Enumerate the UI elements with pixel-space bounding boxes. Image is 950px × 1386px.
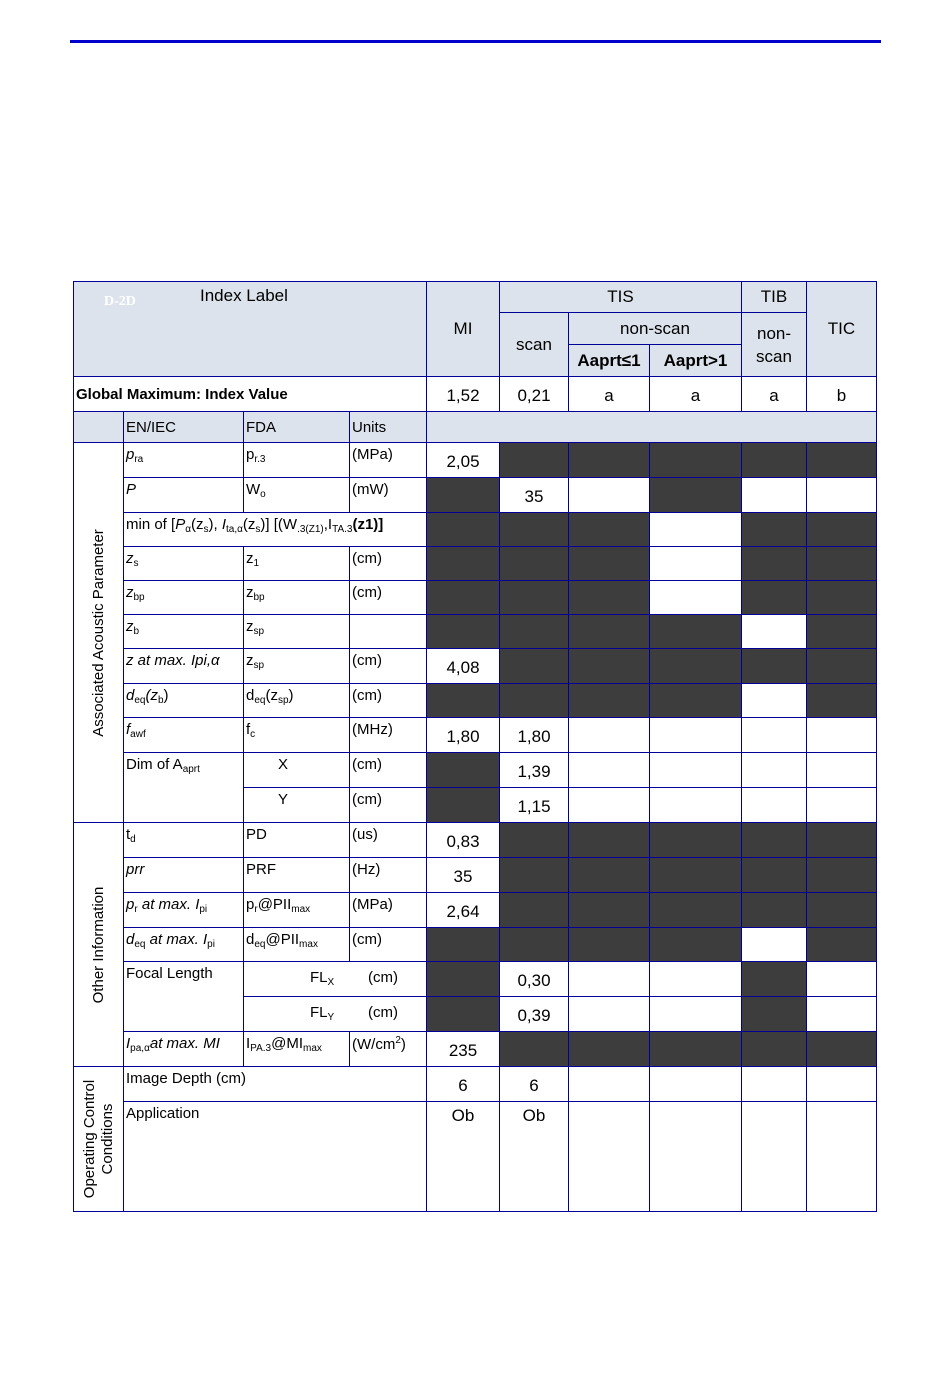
shaded-cell [742,443,807,478]
empty-cell [742,1102,807,1212]
empty-cell [742,615,807,649]
row-fawf-units: (MHz) [350,718,427,753]
shaded-cell [569,513,650,547]
row-fawf-fda: $f_c$ [244,718,350,753]
row-dim-y-tis-scan: 1,15 [500,788,569,823]
shaded-cell [807,893,877,928]
row-zbp-units: (cm) [350,581,427,615]
empty-cell [807,718,877,753]
acoustic-output-table [73,281,877,1212]
empty-cell [569,1102,650,1212]
row-pra-units: (MPa) [350,443,427,478]
shaded-cell [427,928,500,962]
en-iec-heading: EN/IEC [124,412,244,443]
shaded-cell [500,581,569,615]
column-head-blank [427,412,877,443]
empty-cell [807,997,877,1032]
group-operating-label: Operating Control Conditions [80,1079,116,1199]
row-focal-flx-scan: 0,30 [500,962,569,997]
row-zbp-fda: $z_{bp}$ [244,581,350,615]
empty-cell [569,718,650,753]
shaded-cell [500,893,569,928]
empty-cell [569,753,650,788]
empty-cell [742,928,807,962]
shaded-cell [807,928,877,962]
shaded-cell [807,513,877,547]
shaded-cell [427,547,500,581]
shaded-cell [569,858,650,893]
shaded-cell [500,615,569,649]
empty-cell [650,581,742,615]
row-dim-x-units: (cm) [350,753,427,788]
empty-cell [569,1067,650,1102]
empty-cell [569,788,650,823]
shaded-cell [807,649,877,684]
row-deq-units: (cm) [350,684,427,718]
group-head-blank [74,412,124,443]
empty-cell [742,718,807,753]
shaded-cell [742,858,807,893]
row-td-units: (us) [350,823,427,858]
row-dim-x-tis-scan: 1,39 [500,753,569,788]
row-dim-iec: Dim of $A_{aprt}$ [124,753,244,823]
row-focal-label: Focal Length [124,962,244,1032]
empty-cell [650,1102,742,1212]
global-max-tis-scan: 0,21 [500,377,569,412]
shaded-cell [427,615,500,649]
shaded-cell [427,788,500,823]
shaded-cell [650,893,742,928]
row-pr-max-units: (MPa) [350,893,427,928]
shaded-cell [650,684,742,718]
index-label-heading: Index Label [200,286,288,305]
empty-cell [742,753,807,788]
row-prr-fda: PRF [244,858,350,893]
tic-heading: TIC [807,282,877,377]
row-focal-fly-scan: 0,39 [500,997,569,1032]
shaded-cell [650,823,742,858]
group-associated [74,443,124,823]
shaded-cell [500,928,569,962]
empty-cell [650,547,742,581]
shaded-cell [500,858,569,893]
row-focal-flx: $FL_X$ (cm) [244,962,427,997]
shaded-cell [650,478,742,513]
row-deq-max-units: (cm) [350,928,427,962]
shaded-cell [807,1032,877,1067]
empty-cell [650,1067,742,1102]
shaded-cell [650,649,742,684]
shaded-cell [500,443,569,478]
tis-heading: TIS [500,282,742,313]
shaded-cell [427,684,500,718]
row-dim-y-axis: Y [244,788,350,823]
empty-cell [742,684,807,718]
index-label-cell [74,282,427,377]
row-fawf-mi: 1,80 [427,718,500,753]
row-zb-fda: $z_{sp}$ [244,615,350,649]
empty-cell [569,478,650,513]
row-deq-max-iec: $d_{eq}$ at max. $I_{pi}$ [124,928,244,962]
row-application-mi: Ob [427,1102,500,1212]
row-ipa-iec: $I_{pa,\alpha}at$ max. MI [124,1032,244,1067]
aaprt-gt1-heading: Aaprt>1 [650,345,742,377]
row-application-label: Application [124,1102,427,1212]
row-p-tis-scan: 35 [500,478,569,513]
row-fawf-tis-scan: 1,80 [500,718,569,753]
shaded-cell [742,649,807,684]
shaded-cell [427,581,500,615]
row-zs-units: (cm) [350,547,427,581]
shaded-cell [569,615,650,649]
shaded-cell [569,893,650,928]
shaded-cell [500,823,569,858]
shaded-cell [742,823,807,858]
row-zs-fda: $z_1$ [244,547,350,581]
global-max-tib: a [742,377,807,412]
row-pr-max-fda: $p_r@PII_{max}$ [244,893,350,928]
empty-cell [650,718,742,753]
header-rule [70,40,881,43]
shaded-cell [500,1032,569,1067]
row-depth-mi: 6 [427,1067,500,1102]
row-zb-iec: $z_b$ [124,615,244,649]
tis-non-scan-heading: non-scan [569,313,742,345]
empty-cell [807,478,877,513]
row-ipa-units: $(W/cm^2)$ [350,1032,427,1067]
row-zs-iec: $z_s$ [124,547,244,581]
empty-cell [742,1067,807,1102]
aaprt-le1-heading: Aaprt≤1 [569,345,650,377]
shaded-cell [500,684,569,718]
row-pra-mi: 2,05 [427,443,500,478]
row-pra-fda: $p_{r.3}$ [244,443,350,478]
global-max-tis-le1: a [569,377,650,412]
shaded-cell [807,823,877,858]
row-prr-mi: 35 [427,858,500,893]
shaded-cell [807,581,877,615]
row-p-units: (mW) [350,478,427,513]
shaded-cell [569,649,650,684]
row-zbp-iec: $z_{bp}$ [124,581,244,615]
row-prr-units: (Hz) [350,858,427,893]
shaded-cell [569,581,650,615]
shaded-cell [650,928,742,962]
shaded-cell [569,443,650,478]
empty-cell [650,962,742,997]
empty-cell [650,997,742,1032]
row-depth-label: Image Depth (cm) [124,1067,427,1102]
empty-cell [569,997,650,1032]
fda-heading: FDA [244,412,350,443]
shaded-cell [500,649,569,684]
tis-scan-heading: scan [500,313,569,377]
row-pra-iec: $p_{ra}$ [124,443,244,478]
row-td-mi: 0,83 [427,823,500,858]
shaded-cell [742,581,807,615]
shaded-cell [427,478,500,513]
empty-cell [807,962,877,997]
shaded-cell [807,547,877,581]
empty-cell [569,962,650,997]
empty-cell [742,478,807,513]
shaded-cell [650,443,742,478]
shaded-cell [742,997,807,1032]
row-td-fda: PD [244,823,350,858]
row-application-tis-scan: Ob [500,1102,569,1212]
empty-cell [650,753,742,788]
row-min-of-label: min of [$P_\alpha(z_s)$, $I_{ta,\alpha}(z_s)$] [$(W_{.3(Z1)},I_{TA.3}(z1)]$ [124,513,427,547]
empty-cell [742,788,807,823]
shaded-cell [569,684,650,718]
shaded-cell [742,547,807,581]
row-ipa-mi: 235 [427,1032,500,1067]
empty-cell [650,513,742,547]
group-other-label: Other Information [89,886,107,1003]
shaded-cell [500,547,569,581]
row-fawf-iec: $f_{awf}$ [124,718,244,753]
shaded-cell [427,997,500,1032]
row-deq-iec: $d_{eq}(z_b)$ [124,684,244,718]
row-zb-units [350,615,427,649]
units-heading: Units [350,412,427,443]
shaded-cell [569,823,650,858]
row-focal-fly: $FL_Y$ (cm) [244,997,427,1032]
shaded-cell [569,928,650,962]
mi-heading: MI [427,282,500,377]
empty-cell [807,753,877,788]
group-other [74,823,124,1067]
row-zmax-iec: z at max. Ipi,α [124,649,244,684]
shaded-cell [807,443,877,478]
shaded-cell [742,513,807,547]
row-deq-fda: $d_{eq}(z_{sp})$ [244,684,350,718]
row-p-fda: $W_o$ [244,478,350,513]
shaded-cell [650,858,742,893]
empty-cell [807,1067,877,1102]
empty-cell [807,1102,877,1212]
row-zmax-units: (cm) [350,649,427,684]
group-operating [74,1067,124,1212]
tib-heading: TIB [742,282,807,313]
row-zmax-mi: 4,08 [427,649,500,684]
row-depth-tis-scan: 6 [500,1067,569,1102]
global-max-tic: b [807,377,877,412]
mode-badge: D-2D [104,294,136,309]
empty-cell [650,788,742,823]
empty-cell [807,788,877,823]
shaded-cell [427,513,500,547]
shaded-cell [650,1032,742,1067]
shaded-cell [742,1032,807,1067]
shaded-cell [650,615,742,649]
shaded-cell [500,513,569,547]
row-pr-max-iec: $p_r$ at max. $I_{pi}$ [124,893,244,928]
row-dim-x-axis: X [244,753,350,788]
shaded-cell [427,753,500,788]
row-deq-max-fda: $d_{eq}@PII_{max}$ [244,928,350,962]
global-max-label: Global Maximum: Index Value [74,377,427,412]
global-max-mi: 1,52 [427,377,500,412]
shaded-cell [807,615,877,649]
row-zmax-fda: $z_{sp}$ [244,649,350,684]
row-pr-max-mi: 2,64 [427,893,500,928]
row-prr-iec: prr [124,858,244,893]
row-dim-y-units: (cm) [350,788,427,823]
shaded-cell [569,547,650,581]
row-p-iec: P [124,478,244,513]
row-ipa-fda: $I_{PA.3}@MI_{max}$ [244,1032,350,1067]
shaded-cell [569,1032,650,1067]
tib-non-scan-heading: non-scan [742,313,807,377]
row-td-iec: $t_d$ [124,823,244,858]
group-associated-label: Associated Acoustic Parameter [89,528,107,737]
shaded-cell [742,893,807,928]
global-max-tis-gt1: a [650,377,742,412]
shaded-cell [742,962,807,997]
shaded-cell [807,858,877,893]
shaded-cell [807,684,877,718]
shaded-cell [427,962,500,997]
